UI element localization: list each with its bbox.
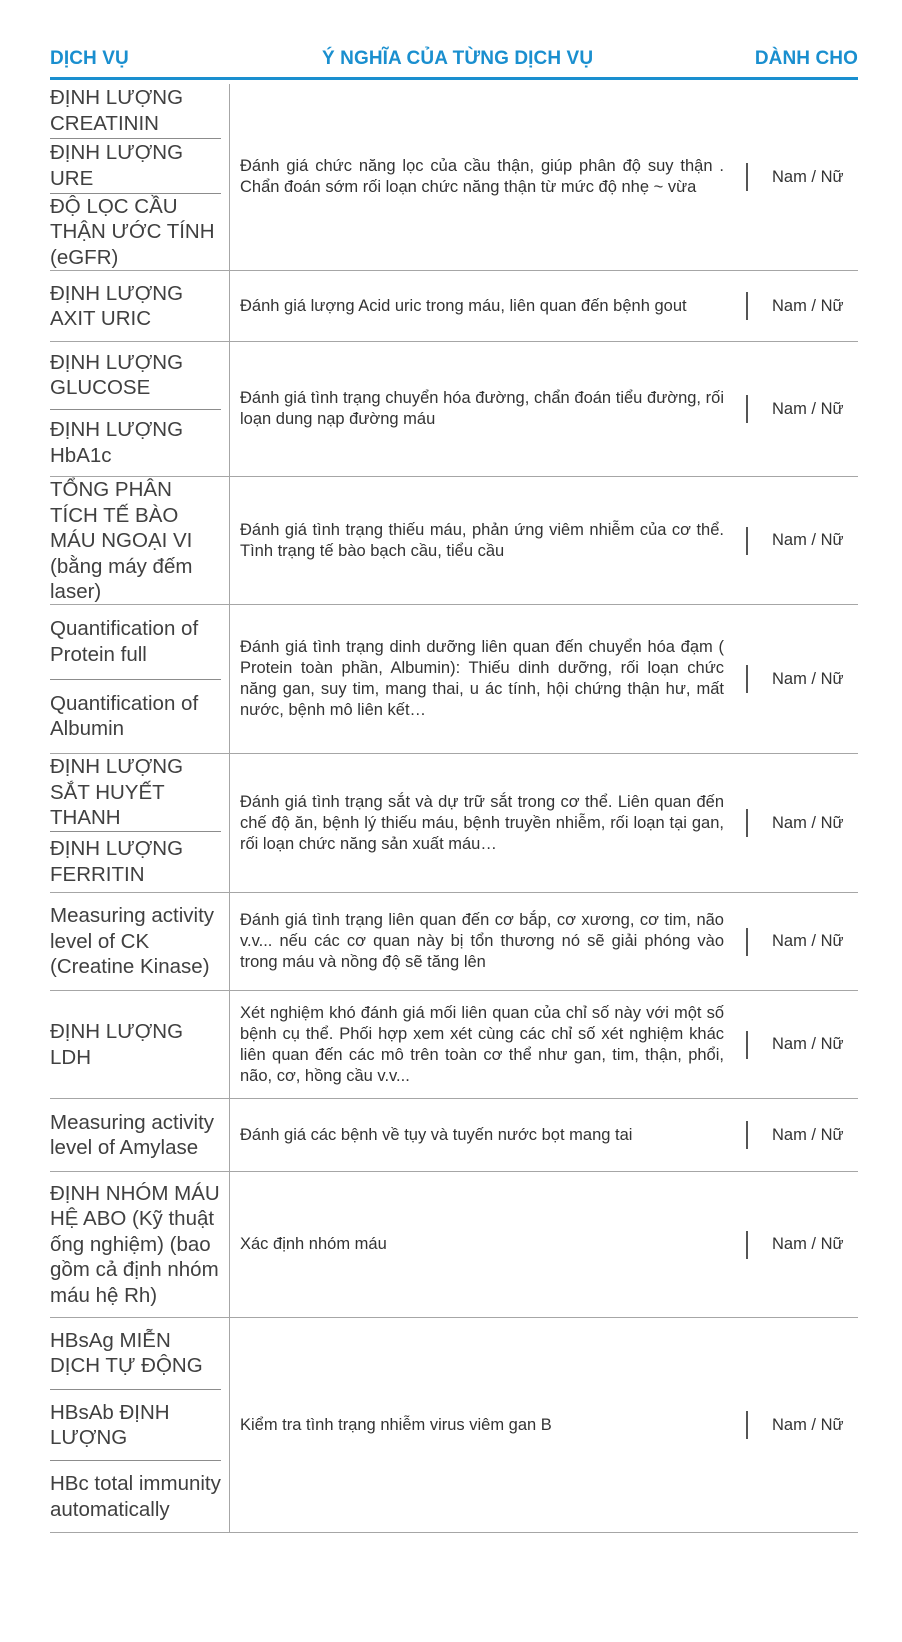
service-cell: [50, 893, 230, 990]
service-name: ĐỊNH LƯỢNG GLUCOSE: [50, 342, 221, 410]
service-name: Measuring activity level of Amylase: [50, 1110, 215, 1159]
service-name: ĐỊNH NHÓM MÁU HỆ ABO (Kỹ thuật ống nghiệm) (bao gồm cả định nhóm máu hệ Rh): [50, 1181, 220, 1307]
target-cell: [730, 477, 858, 604]
service-meaning: Đánh giá tình trạng dinh dưỡng liên quan đến chuyển hóa đạm ( Protein toàn phần, Albumin): Thiếu dinh dưỡng, rối loạn chức năng gan, suy tim, mang thai, u ác tính, hội chứng thận hư, mất nước, bệnh mô liên kết…: [240, 638, 724, 719]
header-service: DỊCH VỤ: [50, 48, 129, 69]
service-meaning: Kiểm tra tình trạng nhiễm virus viêm gan B: [240, 1415, 552, 1434]
service-cell: [50, 1318, 230, 1532]
service-name: ĐỊNH LƯỢNG CREATININ: [50, 84, 221, 139]
service-cell: [50, 342, 230, 476]
header-rule: [50, 77, 858, 80]
service-cell: [50, 605, 230, 753]
service-name: ĐỊNH LƯỢNG URE: [50, 139, 221, 194]
service-meaning: Đánh giá lượng Acid uric trong máu, liên quan đến bệnh gout: [240, 296, 687, 315]
divider-bar: [746, 163, 748, 191]
service-meaning: Đánh giá tình trạng chuyển hóa đường, chẩn đoán tiểu đường, rối loạn dung nạp đường máu: [240, 389, 724, 428]
table-row: [50, 84, 858, 271]
service-name: HBsAb ĐỊNH LƯỢNG: [50, 1390, 221, 1462]
table-row: [50, 342, 858, 477]
divider-bar: [746, 665, 748, 693]
target-cell: [730, 893, 858, 990]
divider-bar: [746, 928, 748, 956]
service-name: ĐỊNH LƯỢNG LDH: [50, 1020, 184, 1069]
table-row: [50, 477, 858, 605]
divider-bar: [746, 395, 748, 423]
service-meaning: Xác định nhóm máu: [240, 1235, 387, 1253]
target-label: Nam / Nữ: [772, 1035, 844, 1053]
table-row: [50, 991, 858, 1099]
target-cell: [730, 1318, 858, 1532]
header-meaning: Ý NGHĨA CỦA TỪNG DỊCH VỤ: [322, 48, 594, 69]
divider-bar: [746, 292, 748, 320]
table-row: [50, 1172, 858, 1318]
divider-bar: [746, 1411, 748, 1439]
service-name: TỔNG PHÂN TÍCH TẾ BÀO MÁU NGOẠI VI (bằng máy đếm laser): [50, 478, 193, 603]
service-name: Quantification of Protein full: [50, 605, 221, 680]
target-label: Nam / Nữ: [772, 932, 844, 950]
service-cell: [50, 754, 230, 892]
target-label: Nam / Nữ: [772, 813, 844, 832]
target-label: Nam / Nữ: [772, 399, 844, 418]
table-row: [50, 893, 858, 991]
service-cell: [50, 84, 230, 270]
target-label: Nam / Nữ: [772, 1235, 844, 1253]
divider-bar: [746, 527, 748, 555]
service-cell: [50, 1099, 230, 1171]
table-row: [50, 1318, 858, 1533]
service-name: HBsAg MIỄN DỊCH TỰ ĐỘNG: [50, 1318, 221, 1390]
table-row: [50, 271, 858, 342]
target-label: Nam / Nữ: [772, 167, 844, 186]
target-label: Nam / Nữ: [772, 296, 844, 315]
service-cell: [50, 1172, 230, 1317]
services-table: [50, 84, 858, 1533]
divider-bar: [746, 1031, 748, 1059]
service-name: HBc total immunity automatically: [50, 1472, 221, 1521]
target-cell: [730, 605, 858, 753]
target-label: Nam / Nữ: [772, 531, 844, 549]
service-name: ĐỊNH LƯỢNG FERRITIN: [50, 837, 184, 886]
service-meaning: Đánh giá chức năng lọc của cầu thận, giúp phân độ suy thận . Chẩn đoán sớm rối loạn chức năng thận từ mức độ nhẹ ~ vừa: [240, 157, 724, 196]
service-name: ĐỊNH LƯỢNG SẮT HUYẾT THANH: [50, 754, 221, 832]
target-label: Nam / Nữ: [772, 1125, 844, 1144]
service-name: ĐỊNH LƯỢNG HbA1c: [50, 418, 184, 467]
service-cell: [50, 477, 230, 604]
target-cell: [730, 991, 858, 1098]
target-cell: [730, 754, 858, 892]
service-name: Measuring activity level of CK (Creatine Kinase): [50, 904, 215, 979]
target-cell: [730, 342, 858, 476]
target-label: Nam / Nữ: [772, 1415, 844, 1434]
target-cell: [730, 1172, 858, 1317]
target-cell: [730, 84, 858, 270]
service-name: ĐỘ LỌC CẦU THẬN ƯỚC TÍNH (eGFR): [50, 194, 215, 269]
divider-bar: [746, 809, 748, 837]
service-name: ĐỊNH LƯỢNG AXIT URIC: [50, 281, 184, 330]
table-row: [50, 1099, 858, 1172]
service-cell: [50, 991, 230, 1098]
target-label: Nam / Nữ: [772, 669, 844, 688]
service-meaning: Đánh giá tình trạng thiếu máu, phản ứng viêm nhiễm của cơ thể. Tình trạng tế bào bạch cầu, tiểu cầu: [240, 520, 724, 560]
table-header: [50, 44, 858, 80]
divider-bar: [746, 1121, 748, 1149]
service-cell: [50, 271, 230, 341]
service-meaning: Đánh giá các bệnh về tụy và tuyến nước bọt mang tai: [240, 1125, 633, 1144]
service-meaning: Đánh giá tình trạng liên quan đến cơ bắp, cơ xương, cơ tim, não v.v... nếu các cơ quan này bị tổn thương nó sẽ giải phóng vào trong máu và nồng độ sẽ tăng lên: [240, 911, 724, 971]
divider-bar: [746, 1231, 748, 1259]
service-name: Quantification of Albumin: [50, 691, 199, 741]
service-meaning: Xét nghiệm khó đánh giá mối liên quan của chỉ số này với một số bệnh cụ thể. Phối hợp xem xét cùng các chỉ số xét nghiệm khác liên quan đến các mô trên toàn cơ thể như gan, tim, thận, phổi, não, cơ, hồng cầu v.v...: [240, 1003, 724, 1085]
header-for: DÀNH CHO: [754, 48, 858, 69]
table-row: [50, 605, 858, 754]
target-cell: [730, 271, 858, 341]
target-cell: [730, 1099, 858, 1171]
table-row: [50, 754, 858, 893]
service-meaning: Đánh giá tình trạng sắt và dự trữ sắt trong cơ thể. Liên quan đến chế độ ăn, bệnh lý thiếu máu, bệnh truyền nhiễm, rối loạn tại gan, rối loạn chức năng sản xuất máu…: [240, 792, 724, 853]
